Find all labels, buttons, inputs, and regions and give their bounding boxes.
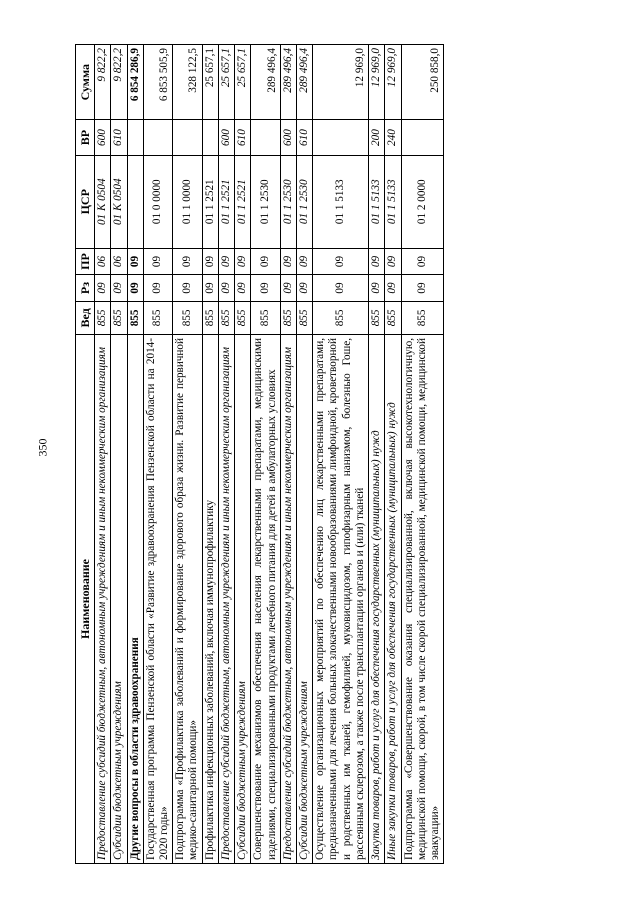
table-row — [143, 45, 172, 864]
row-sum-cell: 9 822,2 — [111, 45, 127, 120]
row-pr-cell: 09 — [235, 248, 251, 275]
row-ved-cell: 855 — [95, 301, 111, 334]
table-row — [111, 45, 127, 864]
row-pr-cell: 09 — [401, 248, 444, 275]
row-pr-cell: 09 — [385, 248, 401, 275]
row-sum-cell: 6 853 505,9 — [143, 45, 172, 120]
row-ved-cell: 855 — [385, 301, 401, 334]
row-pr-cell: 09 — [313, 248, 369, 275]
row-pr-cell: 09 — [143, 248, 172, 275]
row-vr-cell — [143, 120, 172, 155]
row-csr-cell: 01 1 0000 — [173, 155, 202, 248]
row-csr-cell — [127, 155, 143, 248]
row-ved-cell: 855 — [313, 301, 369, 334]
header-pr: ПР — [76, 248, 95, 275]
row-ved-cell: 855 — [401, 301, 444, 334]
header-vr: ВР — [76, 120, 95, 155]
row-sum-cell: 289 496,4 — [280, 45, 296, 120]
row-vr-cell — [401, 120, 444, 155]
row-rz-cell: 09 — [385, 275, 401, 302]
row-ved-cell: 855 — [127, 301, 143, 334]
header-rz: Рз — [76, 275, 95, 302]
row-name-cell: Предоставление субсидий бюджетным, автономным учреждениям и иным некоммерческим организациям — [95, 334, 111, 863]
table-header-row — [76, 45, 95, 864]
row-ved-cell: 855 — [251, 301, 280, 334]
row-vr-cell — [173, 120, 202, 155]
row-rz-cell: 09 — [369, 275, 385, 302]
row-rz-cell: 09 — [127, 275, 143, 302]
row-ved-cell: 855 — [369, 301, 385, 334]
row-ved-cell: 855 — [143, 301, 172, 334]
row-vr-cell: 240 — [385, 120, 401, 155]
row-sum-cell: 289 496,4 — [251, 45, 280, 120]
row-pr-cell: 09 — [251, 248, 280, 275]
row-name-cell: Подпрограмма «Совершенствование оказания специализированной, включая высокотехнологичную, медицинской помощи, скорой, в том числе скорой специализированной, медицинской помощи, медицинской эвакуации» — [401, 334, 444, 863]
row-csr-cell: 01 1 2521 — [218, 155, 234, 248]
row-csr-cell: 01 1 2521 — [235, 155, 251, 248]
row-pr-cell: 09 — [297, 248, 313, 275]
table-row — [280, 45, 296, 864]
row-csr-cell: 01 0 0000 — [143, 155, 172, 248]
row-csr-cell: 01 1 2530 — [297, 155, 313, 248]
table-row — [95, 45, 111, 864]
row-vr-cell: 600 — [218, 120, 234, 155]
table-row — [202, 45, 218, 864]
row-sum-cell: 12 969,0 — [313, 45, 369, 120]
row-name-cell: Другие вопросы в области здравоохранения — [127, 334, 143, 863]
row-vr-cell: 600 — [95, 120, 111, 155]
row-vr-cell — [251, 120, 280, 155]
row-sum-cell: 289 496,4 — [297, 45, 313, 120]
row-rz-cell: 09 — [202, 275, 218, 302]
row-ved-cell: 855 — [218, 301, 234, 334]
budget-table — [75, 44, 444, 864]
header-sum: Сумма — [76, 45, 95, 120]
row-rz-cell: 09 — [280, 275, 296, 302]
row-name-cell: Профилактика инфекционных заболеваний, включая иммунопрофилактику — [202, 334, 218, 863]
table-row — [218, 45, 234, 864]
row-name-cell: Субсидии бюджетным учреждениям — [235, 334, 251, 863]
row-vr-cell: 200 — [369, 120, 385, 155]
row-rz-cell: 09 — [218, 275, 234, 302]
row-pr-cell: 09 — [173, 248, 202, 275]
row-csr-cell: 01 1 5133 — [369, 155, 385, 248]
row-sum-cell: 328 122,5 — [173, 45, 202, 120]
row-rz-cell: 09 — [95, 275, 111, 302]
row-rz-cell: 09 — [251, 275, 280, 302]
row-pr-cell: 09 — [218, 248, 234, 275]
row-name-cell: Осуществление организационных мероприятий по обеспечению лиц лекарственными препаратами, предназначенными для лечения больных злокачественными новообразованиями лимфоидной, кроветворной и родственных им тканей, гемофилией, муковисцидозом, гипофизарным нанизмом, болезнью Гоше, рассеянным склерозом, а также после трансплантации органов и (или) тканей — [313, 334, 369, 863]
row-name-cell: Подпрограмма «Профилактика заболеваний и формирование здорового образа жизни. Развитие первичной медико-санитарной помощи» — [173, 334, 202, 863]
row-rz-cell: 09 — [313, 275, 369, 302]
row-ved-cell: 855 — [202, 301, 218, 334]
row-name-cell: Предоставление субсидий бюджетным, автономным учреждениям и иным некоммерческим организациям — [218, 334, 234, 863]
row-pr-cell: 09 — [202, 248, 218, 275]
row-ved-cell: 855 — [297, 301, 313, 334]
row-vr-cell: 610 — [235, 120, 251, 155]
rotated-table-container — [75, 44, 595, 864]
row-vr-cell — [313, 120, 369, 155]
table-row — [235, 45, 251, 864]
row-rz-cell: 09 — [173, 275, 202, 302]
row-name-cell: Государственная программа Пензенской области «Развитие здравоохранения Пензенской области на 2014-2020 годы» — [143, 334, 172, 863]
row-sum-cell: 12 969,0 — [385, 45, 401, 120]
row-sum-cell: 9 822,2 — [95, 45, 111, 120]
table-row — [313, 45, 369, 864]
header-csr: ЦСР — [76, 155, 95, 248]
table-row — [297, 45, 313, 864]
row-name-cell: Субсидии бюджетным учреждениям — [111, 334, 127, 863]
table-row — [401, 45, 444, 864]
row-rz-cell: 09 — [401, 275, 444, 302]
row-name-cell: Иные закупки товаров, работ и услуг для обеспечения государственных (муниципальных) нужд — [385, 334, 401, 863]
row-csr-cell: 01 К 0504 — [111, 155, 127, 248]
row-ved-cell: 855 — [111, 301, 127, 334]
row-pr-cell: 09 — [280, 248, 296, 275]
row-vr-cell — [127, 120, 143, 155]
row-csr-cell: 01 К 0504 — [95, 155, 111, 248]
row-name-cell: Предоставление субсидий бюджетным, автономным учреждениям и иным некоммерческим организациям — [280, 334, 296, 863]
row-rz-cell: 09 — [235, 275, 251, 302]
row-rz-cell: 09 — [143, 275, 172, 302]
row-csr-cell: 01 1 2530 — [280, 155, 296, 248]
row-ved-cell: 855 — [280, 301, 296, 334]
table-row — [251, 45, 280, 864]
row-csr-cell: 01 2 0000 — [401, 155, 444, 248]
row-vr-cell: 610 — [111, 120, 127, 155]
row-ved-cell: 855 — [235, 301, 251, 334]
row-pr-cell: 06 — [111, 248, 127, 275]
row-vr-cell — [202, 120, 218, 155]
row-rz-cell: 09 — [111, 275, 127, 302]
table-row — [127, 45, 143, 864]
table-row — [173, 45, 202, 864]
row-csr-cell: 01 1 5133 — [385, 155, 401, 248]
row-vr-cell: 600 — [280, 120, 296, 155]
row-ved-cell: 855 — [173, 301, 202, 334]
table-body — [95, 45, 444, 864]
page-number: 350 — [35, 438, 50, 457]
row-pr-cell: 06 — [95, 248, 111, 275]
row-sum-cell: 12 969,0 — [369, 45, 385, 120]
row-csr-cell: 01 1 2530 — [251, 155, 280, 248]
table-row — [369, 45, 385, 864]
row-pr-cell: 09 — [369, 248, 385, 275]
header-name: Наименование — [76, 334, 95, 863]
row-sum-cell: 250 858,0 — [401, 45, 444, 120]
row-csr-cell: 01 1 2521 — [202, 155, 218, 248]
table-row — [385, 45, 401, 864]
row-pr-cell: 09 — [127, 248, 143, 275]
row-csr-cell: 01 1 5133 — [313, 155, 369, 248]
row-vr-cell: 610 — [297, 120, 313, 155]
row-rz-cell: 09 — [297, 275, 313, 302]
row-sum-cell: 6 854 286,9 — [127, 45, 143, 120]
row-sum-cell: 25 657,1 — [218, 45, 234, 120]
row-sum-cell: 25 657,1 — [202, 45, 218, 120]
header-ved: Вед — [76, 301, 95, 334]
row-name-cell: Закупка товаров, работ и услуг для обеспечения государственных (муниципальных) нужд — [369, 334, 385, 863]
row-name-cell: Совершенствование механизмов обеспечения населения лекарственными препаратами, медицинскими изделиями, специализированными продуктами лечебного питания для детей в амбулаторных условиях — [251, 334, 280, 863]
row-sum-cell: 25 657,1 — [235, 45, 251, 120]
row-name-cell: Субсидии бюджетным учреждениям — [297, 334, 313, 863]
